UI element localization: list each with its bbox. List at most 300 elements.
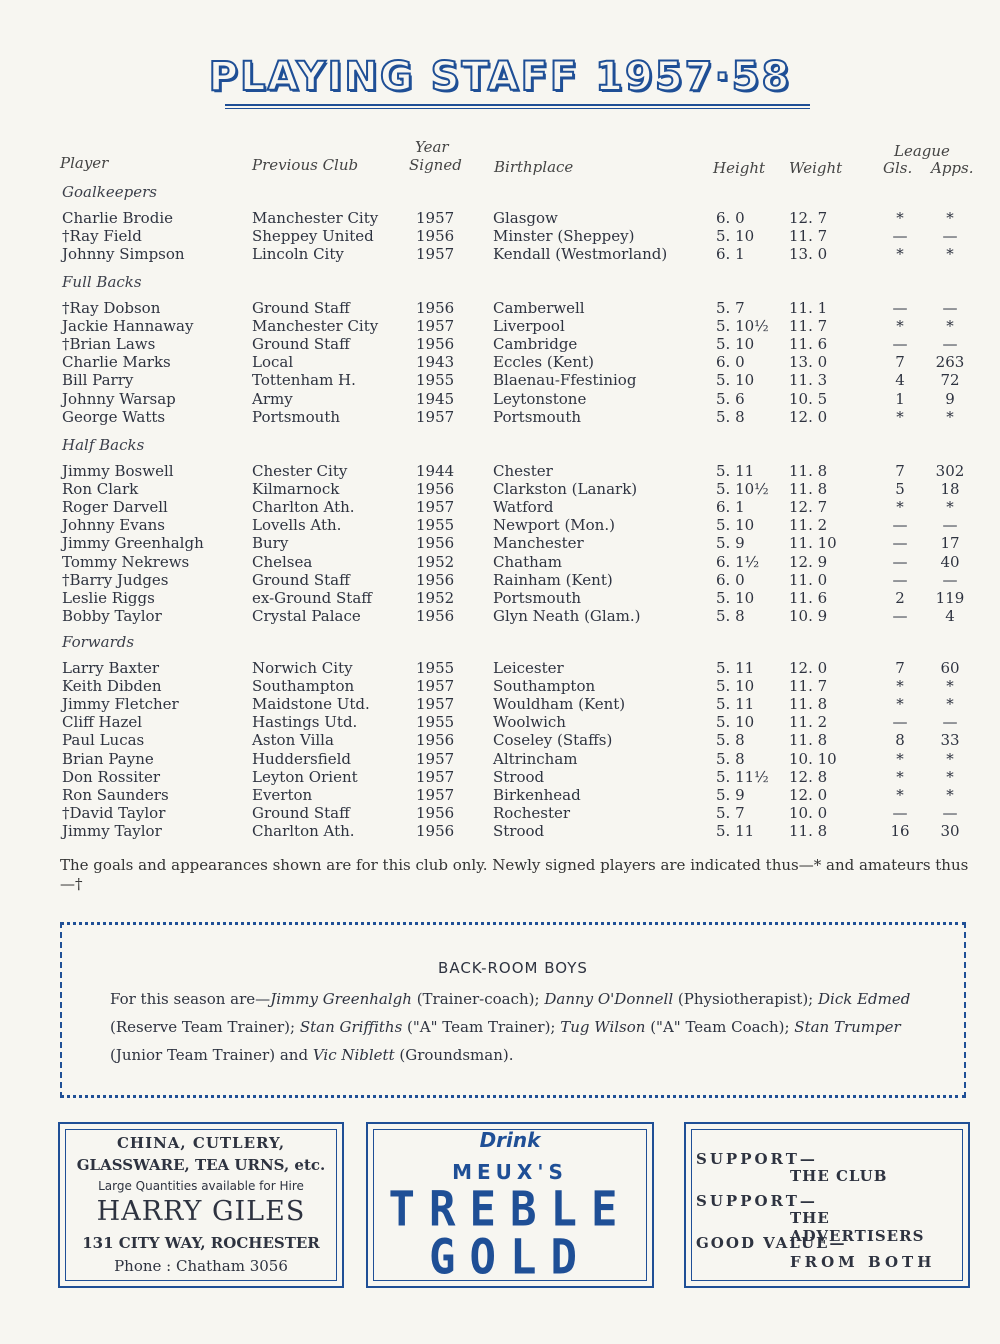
height: 6. 1: [716, 245, 745, 264]
league-goals: 7: [895, 462, 905, 480]
height: 5. 10½: [716, 480, 769, 499]
previous-club: Norwich City: [252, 659, 353, 677]
weight: 11. 8: [789, 695, 828, 714]
player-name: Bill Parry: [62, 371, 134, 390]
height: 5. 7: [716, 299, 745, 317]
table-row: [0, 317, 1000, 335]
league-apps: *: [946, 695, 954, 714]
league-apps: —: [942, 516, 958, 535]
year-signed: 1957: [416, 695, 455, 714]
player-name: Jackie Hannaway: [62, 317, 194, 336]
league-apps: 40: [940, 552, 960, 571]
year-signed: 1956: [416, 821, 455, 840]
year-signed: 1952: [416, 552, 455, 571]
ad1-line4: HARRY GILES: [96, 1196, 306, 1227]
ad3-line1: SUPPORT—: [696, 1150, 818, 1168]
weight: 12. 0: [789, 785, 828, 804]
league-apps: *: [946, 785, 954, 804]
league-goals: *: [896, 677, 904, 696]
player-name: †Ray Field: [62, 227, 142, 246]
weight: 11. 10: [789, 534, 837, 553]
league-apps: *: [946, 407, 954, 426]
league-apps: 119: [935, 588, 965, 607]
player-name: Tommy Nekrews: [62, 552, 190, 571]
league-apps: *: [946, 317, 954, 336]
year-signed: 1955: [416, 516, 455, 535]
previous-club: ex-Ground Staff: [252, 588, 372, 607]
ad1-line5: 131 CITY WAY, ROCHESTER: [82, 1234, 320, 1252]
year-signed: 1957: [416, 785, 455, 804]
league-apps: 9: [945, 389, 955, 408]
weight: 12. 0: [789, 407, 828, 426]
previous-club: Lincoln City: [252, 245, 344, 264]
ad1-line3: Large Quantities available for Hire: [98, 1179, 304, 1193]
league-apps: 30: [940, 821, 960, 840]
header-birthplace: Birthplace: [494, 158, 574, 176]
height: 5. 8: [716, 606, 745, 625]
previous-club: Everton: [252, 785, 313, 804]
header-height: Height: [713, 159, 766, 177]
ad3-line3: SUPPORT—: [696, 1192, 818, 1210]
league-apps: —: [942, 299, 958, 317]
birthplace: Glasgow: [493, 209, 558, 227]
previous-club: Charlton Ath.: [252, 821, 355, 840]
ad2-drink: Drink: [479, 1128, 541, 1152]
weight: 11. 2: [789, 713, 828, 732]
table-row: [0, 677, 1000, 695]
staff-name: Danny O'Donnell: [544, 990, 674, 1008]
year-signed: 1955: [416, 371, 455, 390]
league-goals: —: [892, 570, 908, 589]
height: 5. 10: [716, 227, 755, 246]
weight: 12. 9: [789, 552, 828, 571]
league-goals: *: [896, 695, 904, 714]
league-apps: *: [946, 767, 954, 786]
height: 6. 0: [716, 570, 745, 589]
table-row: [0, 768, 1000, 786]
header-apps: Apps.: [931, 159, 974, 177]
league-goals: 2: [895, 588, 905, 607]
ad2-word1: TREBLE: [388, 1181, 632, 1238]
league-goals: *: [896, 498, 904, 517]
league-apps: 17: [940, 534, 960, 553]
player-name: Jimmy Fletcher: [62, 695, 179, 714]
height: 5. 11: [716, 821, 755, 840]
birthplace: Watford: [493, 498, 554, 517]
league-apps: *: [946, 209, 954, 227]
table-row: [0, 659, 1000, 677]
previous-club: Hastings Utd.: [252, 713, 358, 732]
year-signed: 1957: [416, 407, 455, 426]
previous-club: Sheppey United: [252, 227, 374, 246]
ad2-brand: MEUX'S: [452, 1160, 568, 1184]
weight: 11. 1: [789, 299, 828, 317]
staff-role: ("A" Team Coach);: [645, 1018, 795, 1036]
birthplace: Blaenau-Ffestiniog: [493, 371, 637, 390]
player-name: Leslie Riggs: [62, 588, 155, 607]
previous-club: Local: [252, 353, 294, 372]
league-apps: 302: [935, 462, 965, 480]
height: 5. 11: [716, 659, 755, 677]
weight: 10. 0: [789, 803, 828, 822]
height: 5. 10: [716, 335, 755, 354]
year-signed: 1956: [416, 480, 455, 499]
year-signed: 1956: [416, 606, 455, 625]
player-name: Johnny Evans: [62, 516, 165, 535]
previous-club: Lovells Ath.: [252, 516, 342, 535]
league-goals: 5: [895, 480, 905, 499]
previous-club: Portsmouth: [252, 407, 341, 426]
year-signed: 1957: [416, 498, 455, 517]
table-row: [0, 750, 1000, 768]
birthplace: Cambridge: [493, 335, 578, 354]
league-goals: *: [896, 407, 904, 426]
birthplace: Newport (Mon.): [493, 516, 615, 535]
ad1-line1: CHINA, CUTLERY,: [116, 1134, 286, 1152]
table-row: [0, 353, 1000, 371]
player-name: Jimmy Boswell: [62, 462, 174, 480]
player-name: Brian Payne: [62, 749, 154, 768]
header-year: Year: [415, 138, 449, 156]
player-name: †Barry Judges: [62, 570, 169, 589]
table-row: [0, 571, 1000, 589]
table-row: [0, 498, 1000, 516]
staff-name: Stan Griffiths: [299, 1018, 403, 1036]
previous-club: Army: [252, 389, 293, 408]
backroom-text: [110, 985, 930, 1069]
birthplace: Glyn Neath (Glam.): [493, 606, 641, 625]
year-signed: 1956: [416, 335, 455, 354]
league-goals: 4: [895, 371, 905, 390]
birthplace: Wouldham (Kent): [493, 695, 626, 714]
ad1-line2: GLASSWARE, TEA URNS, etc.: [76, 1156, 326, 1174]
height: 5. 9: [716, 534, 745, 553]
birthplace: Leytonstone: [493, 389, 587, 408]
ad3-line6: FROM BOTH: [790, 1253, 936, 1271]
ad1-line6: Phone : Chatham 3056: [114, 1257, 288, 1275]
year-signed: 1957: [416, 767, 455, 786]
birthplace: Camberwell: [493, 299, 585, 317]
league-apps: —: [942, 570, 958, 589]
height: 5. 9: [716, 785, 745, 804]
league-goals: *: [896, 785, 904, 804]
previous-club: Chelsea: [252, 552, 313, 571]
year-signed: 1955: [416, 659, 455, 677]
staff-role: ("A" Team Trainer);: [402, 1018, 561, 1036]
previous-club: Tottenham H.: [252, 371, 356, 390]
player-name: Larry Baxter: [62, 659, 159, 677]
weight: 13. 0: [789, 353, 828, 372]
height: 6. 1: [716, 498, 745, 517]
table-row: [0, 607, 1000, 625]
league-goals: —: [892, 516, 908, 535]
ad-harry-giles: [58, 1122, 344, 1288]
year-signed: 1956: [416, 803, 455, 822]
birthplace: Liverpool: [493, 317, 565, 336]
league-goals: —: [892, 606, 908, 625]
weight: 13. 0: [789, 245, 828, 264]
birthplace: Minster (Sheppey): [493, 227, 635, 246]
staff-role: (Groundsman).: [394, 1046, 514, 1064]
table-row: [0, 462, 1000, 480]
height: 5. 10: [716, 371, 755, 390]
staff-name: Tug Wilson: [560, 1018, 646, 1036]
previous-club: Manchester City: [252, 209, 379, 227]
league-apps: *: [946, 498, 954, 517]
weight: 11. 7: [789, 677, 828, 696]
birthplace: Leicester: [493, 659, 564, 677]
birthplace: Rochester: [493, 803, 571, 822]
weight: 11. 8: [789, 480, 828, 499]
table-row: [0, 480, 1000, 498]
player-name: Jimmy Taylor: [62, 821, 162, 840]
weight: 12. 8: [789, 767, 828, 786]
birthplace: Birkenhead: [493, 785, 581, 804]
weight: 10. 10: [789, 749, 837, 768]
table-row: [0, 245, 1000, 263]
staff-role: (Reserve Team Trainer);: [110, 1018, 300, 1036]
player-name: Charlie Marks: [62, 353, 171, 372]
year-signed: 1943: [416, 353, 455, 372]
player-name: Ron Clark: [62, 480, 139, 499]
weight: 10. 5: [789, 389, 828, 408]
league-goals: —: [892, 299, 908, 317]
year-signed: 1957: [416, 749, 455, 768]
title-underline: [225, 104, 810, 109]
league-goals: 16: [890, 821, 910, 840]
player-name: †David Taylor: [62, 803, 166, 822]
league-apps: 60: [940, 659, 960, 677]
table-row: [0, 589, 1000, 607]
year-signed: 1956: [416, 570, 455, 589]
birthplace: Southampton: [493, 677, 596, 696]
staff-name: Dick Edmed: [818, 990, 911, 1008]
ad3-line4: THE ADVERTISERS: [790, 1209, 925, 1245]
ad2-word2: GOLD: [429, 1229, 591, 1286]
header-player: Player: [60, 154, 109, 172]
league-apps: 72: [940, 371, 960, 390]
league-apps: —: [942, 227, 958, 246]
league-goals: *: [896, 209, 904, 227]
table-row: [0, 390, 1000, 408]
header-weight: Weight: [789, 159, 843, 177]
league-apps: *: [946, 677, 954, 696]
year-signed: 1957: [416, 209, 455, 227]
previous-club: Ground Staff: [252, 299, 350, 317]
previous-club: Bury: [252, 534, 289, 553]
league-goals: 8: [895, 731, 905, 750]
staff-role: (Junior Team Trainer) and: [110, 1046, 313, 1064]
height: 5. 10: [716, 516, 755, 535]
table-row: [0, 371, 1000, 389]
ad-meux-treble-gold: [366, 1122, 654, 1288]
player-name: †Brian Laws: [62, 335, 156, 354]
player-name: Johnny Simpson: [62, 245, 185, 264]
weight: 11. 6: [789, 335, 828, 354]
league-apps: —: [942, 713, 958, 732]
league-goals: —: [892, 335, 908, 354]
previous-club: Manchester City: [252, 317, 379, 336]
header-club: Previous Club: [252, 156, 359, 174]
year-signed: 1955: [416, 713, 455, 732]
previous-club: Southampton: [252, 677, 355, 696]
player-name: Johnny Warsap: [62, 389, 176, 408]
league-apps: —: [942, 335, 958, 354]
section-heading: Half Backs: [62, 436, 145, 454]
year-signed: 1944: [416, 462, 455, 480]
player-name: Paul Lucas: [62, 731, 145, 750]
height: 5. 6: [716, 389, 745, 408]
weight: 11. 6: [789, 588, 828, 607]
staff-role: (Physiotherapist);: [673, 990, 819, 1008]
weight: 11. 8: [789, 731, 828, 750]
table-row: [0, 209, 1000, 227]
previous-club: Ground Staff: [252, 803, 350, 822]
league-goals: *: [896, 245, 904, 264]
year-signed: 1956: [416, 227, 455, 246]
league-apps: 33: [940, 731, 960, 750]
ad3-line5: GOOD VALUE—: [696, 1234, 847, 1252]
year-signed: 1945: [416, 389, 455, 408]
header-signed: Signed: [409, 156, 462, 174]
year-signed: 1956: [416, 731, 455, 750]
section-heading: Goalkeepers: [62, 183, 157, 201]
staff-name: Stan Trumper: [794, 1018, 901, 1036]
height: 6. 0: [716, 353, 745, 372]
height: 6. 0: [716, 209, 745, 227]
league-apps: *: [946, 245, 954, 264]
league-goals: —: [892, 534, 908, 553]
weight: 12. 7: [789, 498, 828, 517]
table-row: [0, 695, 1000, 713]
player-name: †Ray Dobson: [62, 299, 161, 317]
height: 6. 1½: [716, 552, 760, 571]
table-row: [0, 731, 1000, 749]
birthplace: Woolwich: [493, 713, 566, 732]
weight: 11. 0: [789, 570, 828, 589]
player-name: Roger Darvell: [62, 498, 168, 517]
player-name: Don Rossiter: [62, 767, 161, 786]
height: 5. 11½: [716, 767, 769, 786]
staff-name: Jimmy Greenhalgh: [270, 990, 412, 1008]
player-name: George Watts: [62, 407, 166, 426]
league-goals: *: [896, 749, 904, 768]
previous-club: Leyton Orient: [252, 767, 358, 786]
height: 5. 11: [716, 462, 755, 480]
league-goals: —: [892, 713, 908, 732]
birthplace: Portsmouth: [493, 407, 582, 426]
weight: 11. 3: [789, 371, 828, 390]
weight: 11. 8: [789, 821, 828, 840]
previous-club: Crystal Palace: [252, 606, 361, 625]
birthplace: Coseley (Staffs): [493, 731, 613, 750]
player-name: Jimmy Greenhalgh: [62, 534, 204, 553]
league-goals: —: [892, 227, 908, 246]
league-apps: 263: [935, 353, 965, 372]
league-apps: 4: [945, 606, 955, 625]
height: 5. 10: [716, 588, 755, 607]
ad3-line2: THE CLUB: [790, 1167, 888, 1185]
birthplace: Manchester: [493, 534, 584, 553]
year-signed: 1957: [416, 677, 455, 696]
birthplace: Rainham (Kent): [493, 570, 613, 589]
weight: 11. 7: [789, 317, 828, 336]
player-name: Keith Dibden: [62, 677, 162, 696]
birthplace: Portsmouth: [493, 588, 582, 607]
birthplace: Altrincham: [493, 749, 578, 768]
table-row: [0, 299, 1000, 317]
ad-support: [684, 1122, 970, 1288]
previous-club: Kilmarnock: [252, 480, 340, 499]
weight: 12. 0: [789, 659, 828, 677]
birthplace: Eccles (Kent): [493, 353, 594, 372]
table-row: [0, 516, 1000, 534]
weight: 10. 9: [789, 606, 828, 625]
league-goals: —: [892, 803, 908, 822]
league-goals: *: [896, 767, 904, 786]
league-goals: 1: [895, 389, 905, 408]
footnote: The goals and appearances shown are for this club only. Newly signed players are indicated thus—* and amateurs thus—†: [60, 856, 969, 893]
section-heading: Full Backs: [62, 273, 142, 291]
player-name: Cliff Hazel: [62, 713, 143, 732]
table-row: [0, 553, 1000, 571]
section-heading: Forwards: [62, 633, 135, 651]
height: 5. 10½: [716, 317, 769, 336]
weight: 11. 2: [789, 516, 828, 535]
player-name: Ron Saunders: [62, 785, 169, 804]
previous-club: Ground Staff: [252, 570, 350, 589]
player-name: Charlie Brodie: [62, 209, 173, 227]
staff-name: Vic Niblett: [312, 1046, 395, 1064]
table-row: [0, 227, 1000, 245]
league-apps: *: [946, 749, 954, 768]
height: 5. 11: [716, 695, 755, 714]
table-row: [0, 408, 1000, 426]
table-row: [0, 713, 1000, 731]
page-title: PLAYING STAFF 1957·58: [208, 54, 792, 100]
table-row: [0, 822, 1000, 840]
height: 5. 7: [716, 803, 745, 822]
birthplace: Strood: [493, 821, 545, 840]
birthplace: Chatham: [493, 552, 562, 571]
league-goals: —: [892, 552, 908, 571]
backroom-intro: For this season are—: [110, 990, 271, 1008]
backroom-title: BACK-ROOM BOYS: [438, 959, 588, 977]
weight: 11. 8: [789, 462, 828, 480]
header-goals: Gls.: [883, 159, 913, 177]
height: 5. 8: [716, 731, 745, 750]
weight: 11. 7: [789, 227, 828, 246]
height: 5. 10: [716, 713, 755, 732]
backroom-box: [60, 922, 966, 1098]
league-goals: *: [896, 317, 904, 336]
birthplace: Kendall (Westmorland): [493, 245, 668, 264]
birthplace: Chester: [493, 462, 553, 480]
weight: 12. 7: [789, 209, 828, 227]
previous-club: Huddersfield: [252, 749, 351, 768]
table-row: [0, 804, 1000, 822]
staff-role: (Trainer-coach);: [411, 990, 545, 1008]
previous-club: Charlton Ath.: [252, 498, 355, 517]
height: 5. 8: [716, 407, 745, 426]
previous-club: Ground Staff: [252, 335, 350, 354]
birthplace: Clarkston (Lanark): [493, 480, 638, 499]
height: 5. 10: [716, 677, 755, 696]
player-name: Bobby Taylor: [62, 606, 162, 625]
league-goals: 7: [895, 659, 905, 677]
previous-club: Maidstone Utd.: [252, 695, 370, 714]
league-apps: —: [942, 803, 958, 822]
